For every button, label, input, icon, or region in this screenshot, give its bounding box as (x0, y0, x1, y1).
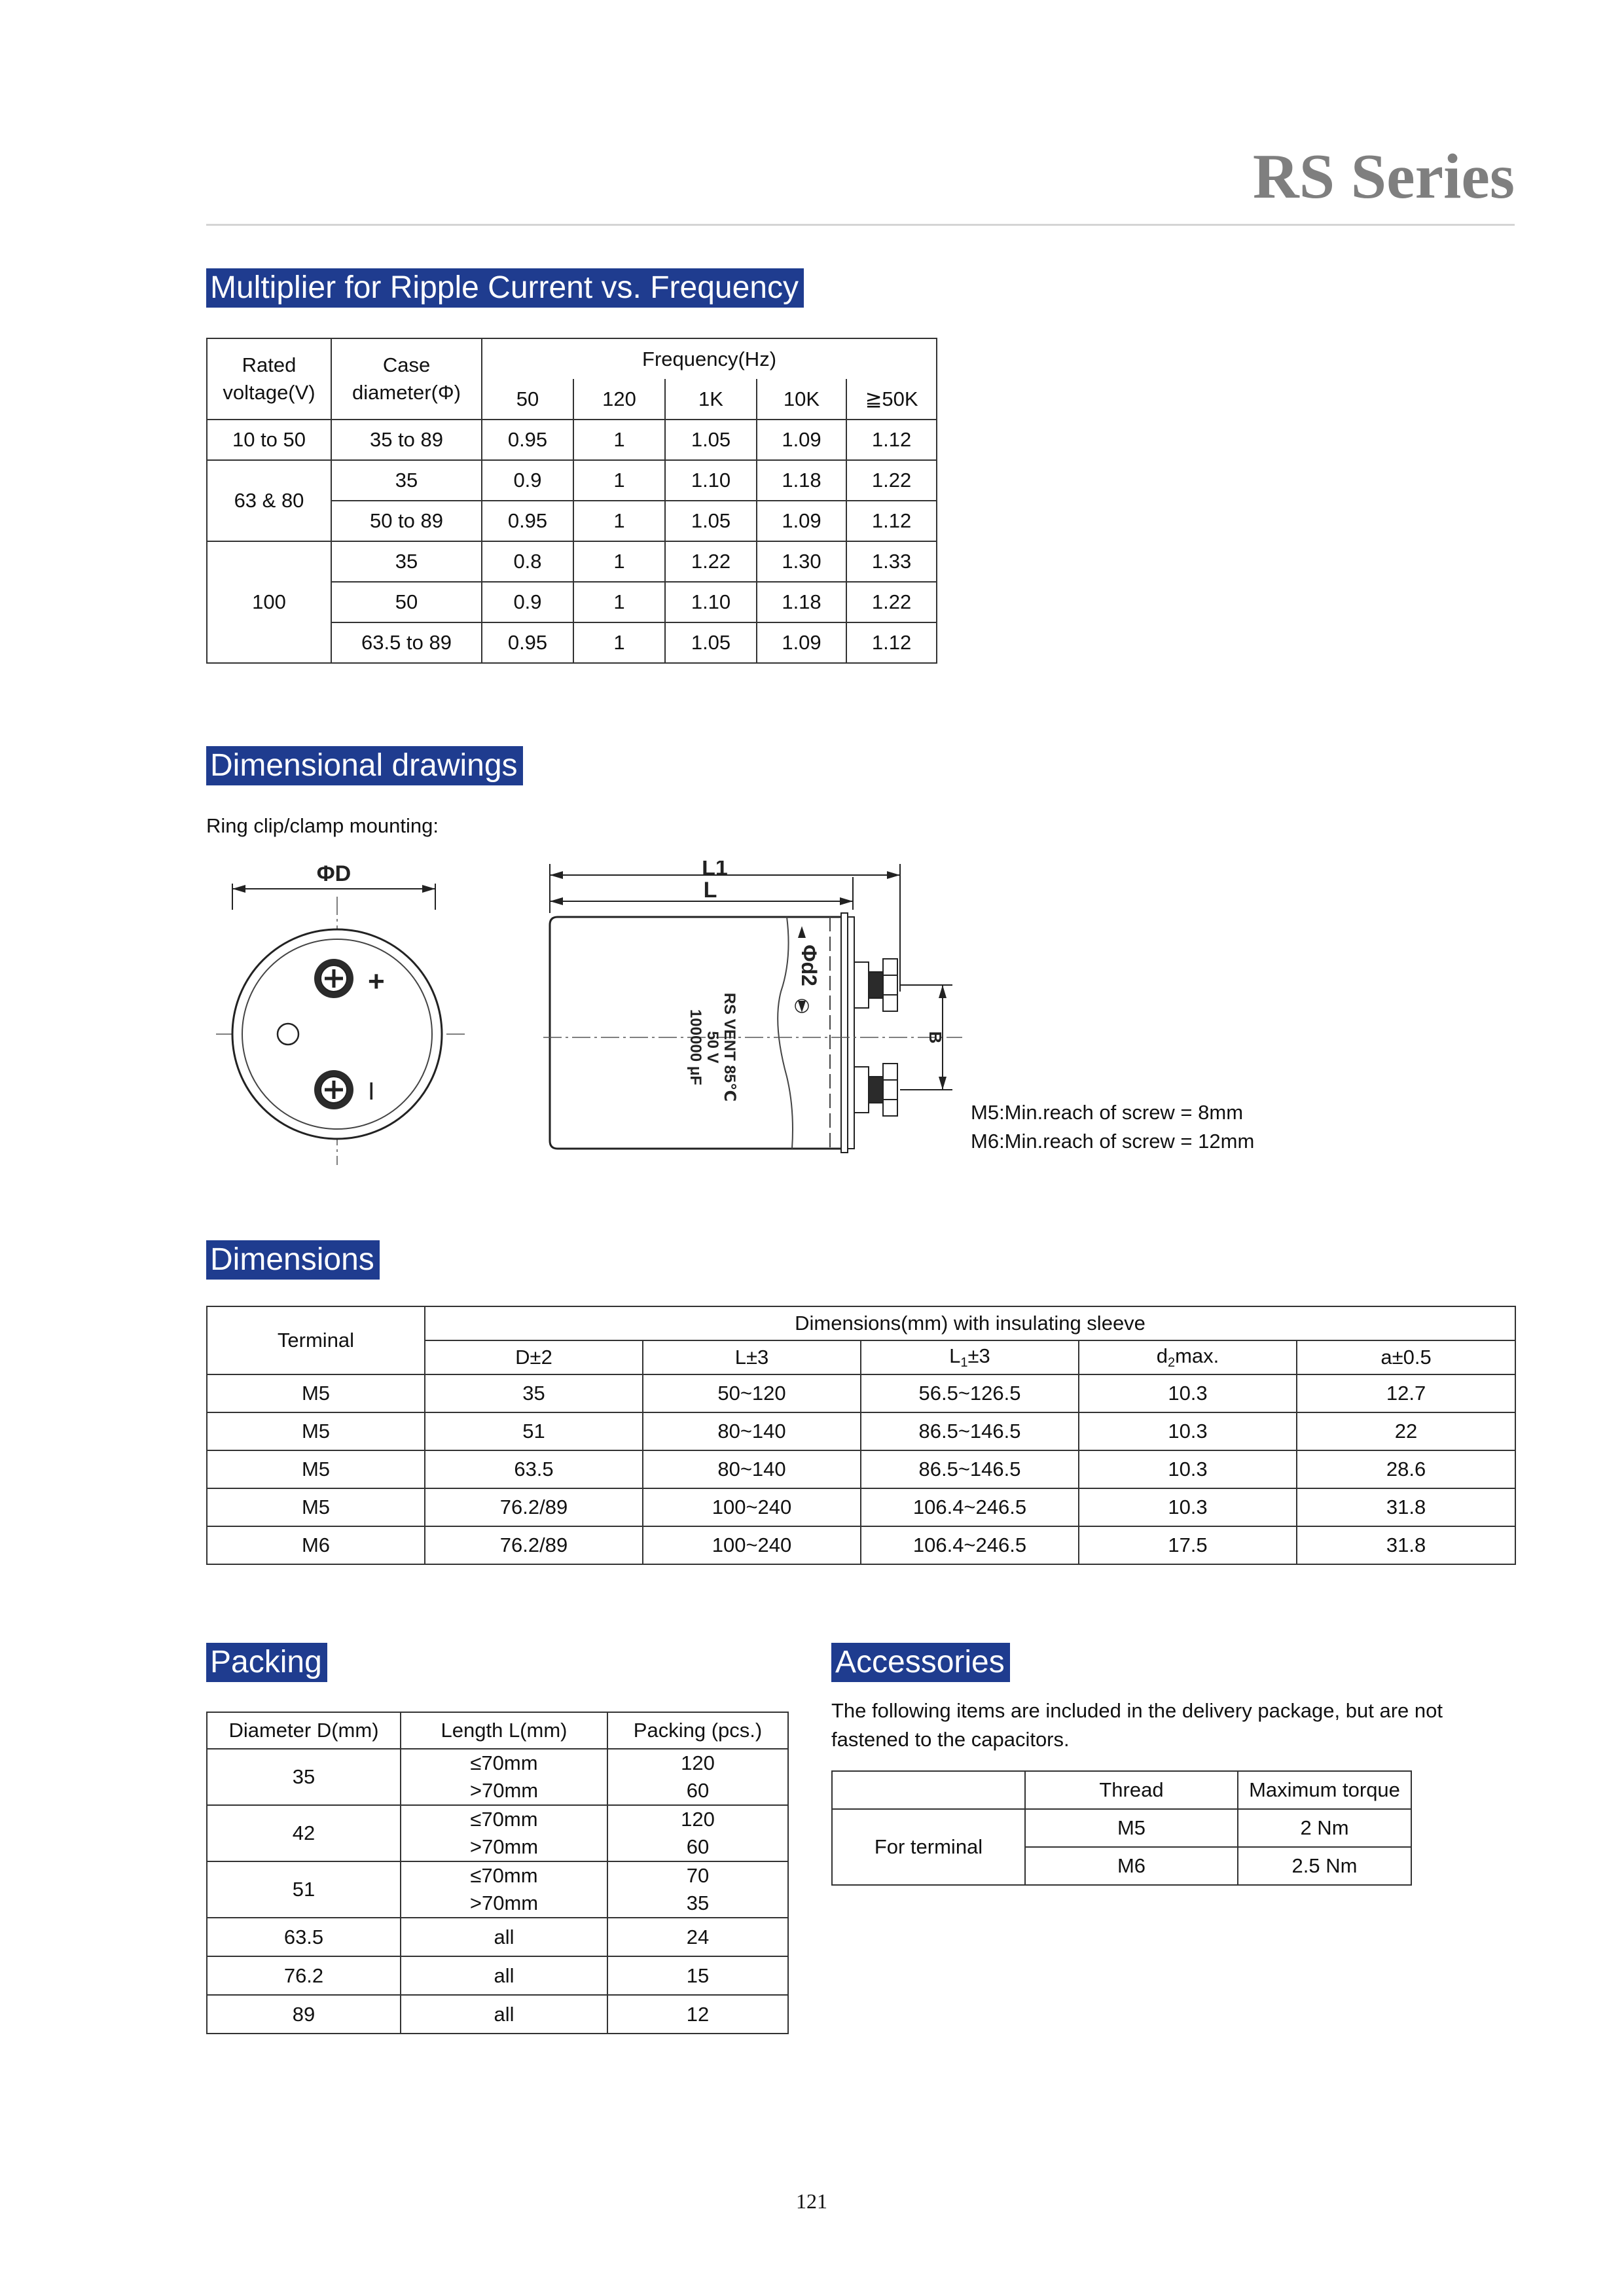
value-cell: 0.8 (482, 541, 573, 582)
table-row (207, 1488, 1515, 1526)
value-cell: 1.18 (757, 582, 846, 622)
value-cell: 1.22 (665, 541, 757, 582)
freq-10k: 10K (757, 379, 846, 420)
value-cell: 86.5~146.5 (861, 1450, 1079, 1488)
value-cell: 56.5~126.5 (861, 1374, 1079, 1412)
dimensions-header-row (207, 1306, 1515, 1340)
packing-col-packing: Packing (pcs.) (607, 1712, 788, 1749)
table-row (207, 1995, 788, 2034)
value-cell: 1.12 (846, 420, 937, 460)
length-cell: all (401, 1956, 607, 1995)
value-cell: 1.30 (757, 541, 846, 582)
ripple-col-case: Case diameter(Φ) (331, 338, 482, 420)
case-cell: 50 to 89 (331, 501, 482, 541)
value-cell: 1.10 (665, 460, 757, 501)
ripple-table (206, 338, 937, 664)
value-cell: 10.3 (1079, 1412, 1297, 1450)
note-m5-screw: M5:Min.reach of screw = 8mm (971, 1101, 1244, 1124)
terminal-cell: M5 (207, 1450, 425, 1488)
value-cell: 1.09 (757, 420, 846, 460)
value-cell: 86.5~146.5 (861, 1412, 1079, 1450)
packing-table (206, 1712, 789, 2034)
marking-series: RS VENT 85℃ (721, 992, 738, 1102)
thread-cell: M5 (1025, 1809, 1238, 1847)
value-cell: 76.2/89 (425, 1526, 643, 1564)
length-cell: ≤70mm >70mm (401, 1749, 607, 1805)
diameter-cell: 89 (207, 1995, 401, 2034)
ripple-col-rated: Rated voltage(V) (207, 338, 331, 420)
table-row (207, 1374, 1515, 1412)
length-cell: ≤70mm >70mm (401, 1805, 607, 1861)
packing-col-diameter: Diameter D(mm) (207, 1712, 401, 1749)
value-cell: 1 (573, 501, 665, 541)
case-cell: 35 (331, 541, 482, 582)
value-cell: 50~120 (643, 1374, 861, 1412)
value-cell: 1 (573, 541, 665, 582)
value-cell: 12.7 (1297, 1374, 1515, 1412)
thread-cell: M6 (1025, 1847, 1238, 1885)
terminal-cell: M6 (207, 1526, 425, 1564)
series-title: RS Series (1252, 141, 1515, 212)
drawings-subtitle: Ring clip/clamp mounting: (206, 814, 439, 837)
value-cell: 22 (1297, 1412, 1515, 1450)
value-cell: 31.8 (1297, 1488, 1515, 1526)
table-row (207, 1805, 788, 1861)
torque-cell: 2.5 Nm (1238, 1847, 1411, 1885)
accessories-table (831, 1770, 1412, 1886)
freq-50k: ≧50K (846, 379, 937, 420)
case-cell: 50 (331, 582, 482, 622)
table-row (832, 1809, 1411, 1847)
voltage-cell: 10 to 50 (207, 420, 331, 460)
diameter-cell: 42 (207, 1805, 401, 1861)
freq-50: 50 (482, 379, 573, 420)
length-cell: all (401, 1995, 607, 2034)
value-cell: 106.4~246.5 (861, 1526, 1079, 1564)
ripple-col-frequency: Frequency(Hz) (482, 338, 937, 379)
label-b: B (926, 1031, 945, 1044)
dim-col-l: L±3 (643, 1340, 861, 1374)
side-view-drawing (543, 861, 988, 1162)
diameter-cell: 76.2 (207, 1956, 401, 1995)
accessories-col-torque: Maximum torque (1238, 1771, 1411, 1809)
header-divider (206, 224, 1515, 226)
value-cell: 1.05 (665, 501, 757, 541)
value-cell: 1.10 (665, 582, 757, 622)
table-row (207, 1526, 1515, 1564)
packing-cell: 120 60 (607, 1749, 788, 1805)
value-cell: 1.05 (665, 420, 757, 460)
accessories-text-line1: The following items are included in the delivery package, but are not (831, 1699, 1443, 1722)
accessories-heading: Accessories (831, 1643, 1010, 1682)
table-row (207, 460, 937, 501)
ripple-header-row (207, 338, 937, 379)
marking-voltage: 50 V (704, 1031, 721, 1064)
case-cell: 35 to 89 (331, 420, 482, 460)
drawings-heading: Dimensional drawings (206, 746, 523, 785)
value-cell: 1.05 (665, 622, 757, 663)
value-cell: 1 (573, 582, 665, 622)
value-cell: 1 (573, 420, 665, 460)
value-cell: 1.09 (757, 622, 846, 663)
torque-cell: 2 Nm (1238, 1809, 1411, 1847)
table-row (207, 1956, 788, 1995)
value-cell: 31.8 (1297, 1526, 1515, 1564)
dim-col-d: D±2 (425, 1340, 643, 1374)
value-cell: 100~240 (643, 1526, 861, 1564)
accessories-col-empty (832, 1771, 1025, 1809)
packing-header-row (207, 1712, 788, 1749)
value-cell: 1 (573, 460, 665, 501)
value-cell: 10.3 (1079, 1374, 1297, 1412)
packing-cell: 70 35 (607, 1861, 788, 1918)
diameter-cell: 35 (207, 1749, 401, 1805)
value-cell: 80~140 (643, 1450, 861, 1488)
terminal-cell: M5 (207, 1488, 425, 1526)
dim-col-a: a±0.5 (1297, 1340, 1515, 1374)
packing-heading: Packing (206, 1643, 327, 1682)
value-cell: 1.33 (846, 541, 937, 582)
page-number: 121 (796, 2189, 827, 2213)
value-cell: 1.22 (846, 460, 937, 501)
value-cell: 80~140 (643, 1412, 861, 1450)
label-plus: + (368, 965, 385, 997)
dim-col-group: Dimensions(mm) with insulating sleeve (425, 1306, 1515, 1340)
value-cell: 0.9 (482, 460, 573, 501)
value-cell: 106.4~246.5 (861, 1488, 1079, 1526)
value-cell: 63.5 (425, 1450, 643, 1488)
value-cell: 1.22 (846, 582, 937, 622)
dim-col-d2: $d_2\max$. (1079, 1340, 1297, 1374)
value-cell: 1.12 (846, 501, 937, 541)
table-row (207, 1450, 1515, 1488)
value-cell: 100~240 (643, 1488, 861, 1526)
terminal-cell: M5 (207, 1412, 425, 1450)
value-cell: 1.12 (846, 622, 937, 663)
dimensions-table (206, 1306, 1516, 1565)
marking-capacitance: 100000 μF (687, 1009, 704, 1086)
voltage-cell: 100 (207, 541, 331, 663)
value-cell: 0.95 (482, 501, 573, 541)
value-cell: 17.5 (1079, 1526, 1297, 1564)
value-cell: 28.6 (1297, 1450, 1515, 1488)
table-row (207, 1918, 788, 1956)
note-m6-screw: M6:Min.reach of screw = 12mm (971, 1130, 1255, 1153)
label-minus: I (368, 1078, 375, 1105)
table-row (207, 1412, 1515, 1450)
table-row (207, 541, 937, 582)
value-cell: 0.95 (482, 420, 573, 460)
value-cell: 35 (425, 1374, 643, 1412)
dimensions-heading: Dimensions (206, 1240, 380, 1280)
accessories-col-thread: Thread (1025, 1771, 1238, 1809)
vent-icon (278, 1024, 298, 1045)
diameter-cell: 63.5 (207, 1918, 401, 1956)
packing-cell: 24 (607, 1918, 788, 1956)
voltage-cell: 63 & 80 (207, 460, 331, 541)
accessories-text-line2: fastened to the capacitors. (831, 1728, 1070, 1751)
table-row (207, 1749, 788, 1805)
packing-cell: 12 (607, 1995, 788, 2034)
value-cell: 1 (573, 622, 665, 663)
label-d2: Φd2 (797, 944, 821, 986)
value-cell: 1.18 (757, 460, 846, 501)
length-cell: ≤70mm >70mm (401, 1861, 607, 1918)
label-phi-d: ΦD (316, 861, 352, 886)
accessories-header-row (832, 1771, 1411, 1809)
front-view-drawing (216, 857, 497, 1165)
freq-120: 120 (573, 379, 665, 420)
ripple-heading: Multiplier for Ripple Current vs. Frequency (206, 268, 804, 308)
packing-col-length: Length L(mm) (401, 1712, 607, 1749)
value-cell: 51 (425, 1412, 643, 1450)
table-row (207, 420, 937, 460)
value-cell: 76.2/89 (425, 1488, 643, 1526)
case-cell: 63.5 to 89 (331, 622, 482, 663)
dim-col-terminal: Terminal (207, 1306, 425, 1374)
dim-col-l1: $L_1\pm 3$ (861, 1340, 1079, 1374)
value-cell: 0.95 (482, 622, 573, 663)
packing-cell: 120 60 (607, 1805, 788, 1861)
value-cell: 0.9 (482, 582, 573, 622)
table-row (207, 1861, 788, 1918)
terminal-cell: M5 (207, 1374, 425, 1412)
label-l1: L1 (702, 861, 728, 880)
case-cell: 35 (331, 460, 482, 501)
label-l: L (703, 878, 717, 903)
packing-cell: 15 (607, 1956, 788, 1995)
length-cell: all (401, 1918, 607, 1956)
value-cell: 10.3 (1079, 1488, 1297, 1526)
diameter-cell: 51 (207, 1861, 401, 1918)
value-cell: 10.3 (1079, 1450, 1297, 1488)
value-cell: 1.09 (757, 501, 846, 541)
accessories-row-label: For terminal (832, 1809, 1025, 1885)
freq-1k: 1K (665, 379, 757, 420)
